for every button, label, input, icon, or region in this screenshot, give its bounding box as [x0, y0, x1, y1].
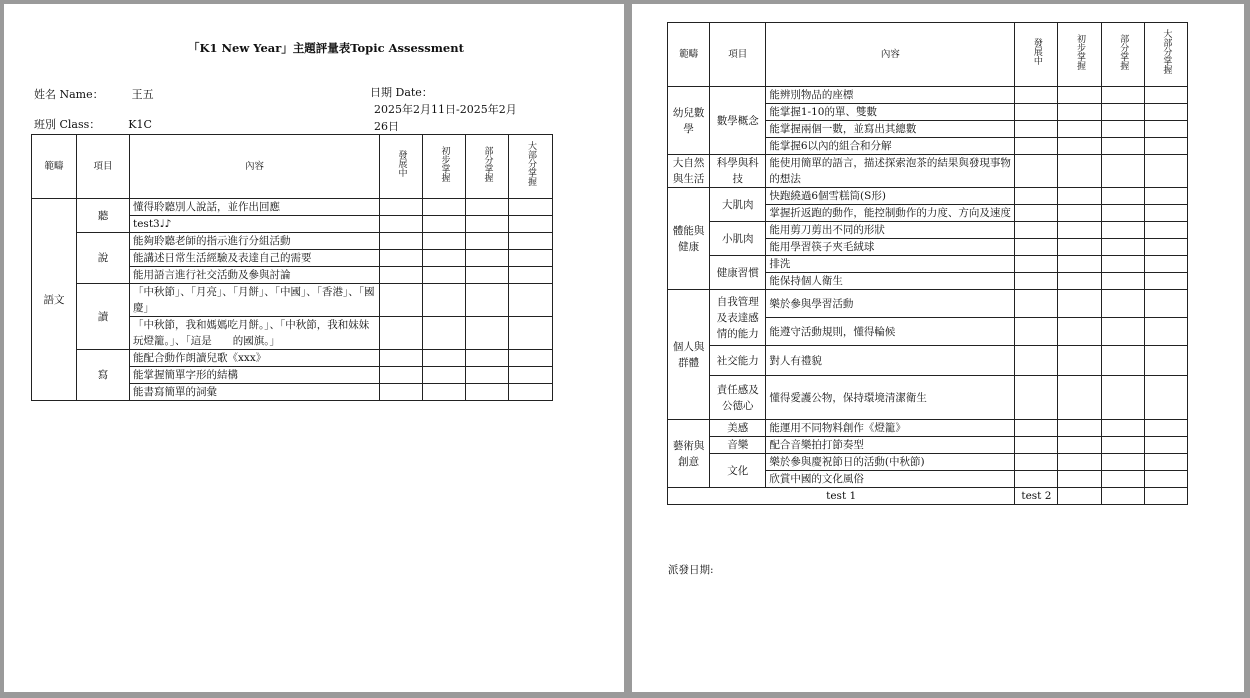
item-self-management: 自我管理及表達感情的能力 — [710, 290, 766, 346]
header-area: 範疇 — [668, 23, 710, 87]
item-music: 音樂 — [710, 437, 766, 454]
rating-cell[interactable] — [509, 267, 553, 284]
rating-cell[interactable] — [1058, 290, 1101, 318]
rating-cell[interactable] — [1101, 239, 1144, 256]
rating-cell[interactable] — [1101, 471, 1144, 488]
rating-cell[interactable] — [1101, 188, 1144, 205]
rating-cell[interactable] — [509, 284, 553, 317]
rating-cell[interactable] — [1144, 346, 1187, 376]
item-social-skill: 社交能力 — [710, 346, 766, 376]
rating-cell[interactable] — [1144, 420, 1187, 437]
table-row — [32, 233, 553, 250]
rating-cell[interactable] — [1101, 155, 1144, 188]
content-cell: 掌握折返跑的動作，能控制動作的力度、方向及速度 — [766, 205, 1015, 222]
rating-cell[interactable] — [423, 233, 466, 250]
rating-cell[interactable] — [1058, 87, 1101, 104]
table-footer-row — [668, 488, 1188, 505]
table-row — [668, 437, 1188, 454]
rating-cell[interactable] — [1144, 488, 1187, 505]
table-row — [668, 420, 1188, 437]
table-row — [668, 290, 1188, 318]
header-area: 範疇 — [32, 135, 77, 199]
rating-cell[interactable] — [1058, 273, 1101, 290]
rating-cell[interactable] — [1101, 138, 1144, 155]
rating-cell[interactable] — [509, 233, 553, 250]
rating-cell[interactable] — [1015, 471, 1058, 488]
rating-cell[interactable] — [423, 216, 466, 233]
table-row — [668, 346, 1188, 376]
rating-cell[interactable] — [1144, 121, 1187, 138]
content-cell: 樂於參與慶祝節日的活動(中秋節) — [766, 454, 1015, 471]
rating-cell[interactable] — [1058, 420, 1101, 437]
rating-cell[interactable] — [1101, 420, 1144, 437]
rating-cell[interactable] — [380, 284, 423, 317]
content-cell: 配合音樂拍打節奏型 — [766, 437, 1015, 454]
rating-cell[interactable] — [1015, 121, 1058, 138]
rating-cell[interactable] — [423, 350, 466, 367]
area-arts: 藝術與創意 — [668, 420, 710, 488]
rating-cell[interactable] — [1144, 290, 1187, 318]
area-math: 幼兒數學 — [668, 87, 710, 155]
content-cell: 能掌握兩個一數，並寫出其總數 — [766, 121, 1015, 138]
item-listen: 聽 — [77, 199, 130, 233]
content-cell: 能辨別物品的座標 — [766, 87, 1015, 104]
student-name — [34, 86, 154, 102]
rating-cell[interactable] — [1144, 239, 1187, 256]
rating-cell[interactable] — [1144, 188, 1187, 205]
table-row — [668, 222, 1188, 239]
rating-cell[interactable] — [1058, 488, 1101, 505]
assessment-date — [370, 84, 580, 135]
item-responsibility: 責任感及公德心 — [710, 376, 766, 420]
rating-cell[interactable] — [1144, 155, 1187, 188]
rating-cell[interactable] — [380, 384, 423, 401]
document-title: 「K1 New Year」主題評量表Topic Assessment — [188, 41, 464, 55]
header-item: 項目 — [710, 23, 766, 87]
rating-cell[interactable] — [1144, 273, 1187, 290]
rating-cell[interactable] — [1058, 437, 1101, 454]
rating-cell[interactable] — [1058, 104, 1101, 121]
rating-cell[interactable] — [1058, 318, 1101, 346]
header-content: 內容 — [130, 135, 380, 199]
content-cell: 快跑繞過6個雪糕筒(S形) — [766, 188, 1015, 205]
rating-cell[interactable] — [1015, 256, 1058, 273]
rating-cell[interactable] — [466, 216, 509, 233]
content-cell: 能夠聆聽老師的指示進行分組活動 — [130, 233, 380, 250]
rating-cell[interactable] — [423, 250, 466, 267]
rating-cell[interactable] — [1101, 290, 1144, 318]
rating-cell[interactable] — [380, 367, 423, 384]
rating-cell[interactable] — [1144, 256, 1187, 273]
rating-cell[interactable] — [1101, 222, 1144, 239]
header-partial: 部分掌握 — [466, 135, 509, 199]
content-cell: 「中秋節，我和媽媽吃月餅。」、「中秋節，我和妹妹玩燈籠。」、「這是 的國旗。」 — [130, 317, 380, 350]
rating-cell[interactable] — [1058, 205, 1101, 222]
rating-cell[interactable] — [1015, 205, 1058, 222]
rating-cell[interactable] — [380, 233, 423, 250]
area-personal-social: 個人與群體 — [668, 290, 710, 420]
content-cell: 能配合動作朗讀兒歌《xxx》 — [130, 350, 380, 367]
rating-cell[interactable] — [423, 317, 466, 350]
rating-cell[interactable] — [466, 367, 509, 384]
rating-cell[interactable] — [1144, 471, 1187, 488]
table-row — [668, 454, 1188, 471]
rating-cell[interactable] — [1101, 104, 1144, 121]
rating-cell[interactable] — [1058, 376, 1101, 420]
header-partial: 部分掌握 — [1101, 23, 1144, 87]
rating-cell[interactable] — [466, 199, 509, 216]
rating-cell[interactable] — [466, 267, 509, 284]
table-row — [668, 87, 1188, 104]
assessment-table-left — [31, 134, 553, 401]
header-item: 項目 — [77, 135, 130, 199]
rating-cell[interactable] — [1101, 488, 1144, 505]
name-value: 王五 — [131, 88, 154, 101]
rating-cell[interactable] — [1144, 454, 1187, 471]
rating-cell[interactable] — [1144, 376, 1187, 420]
page-left — [4, 4, 624, 692]
area-language: 語文 — [32, 199, 77, 401]
table-row — [668, 155, 1188, 188]
content-cell: 樂於參與學習活動 — [766, 290, 1015, 318]
rating-cell[interactable] — [509, 199, 553, 216]
item-gross-motor: 大肌肉 — [710, 188, 766, 222]
header-content: 內容 — [766, 23, 1015, 87]
item-fine-motor: 小肌肉 — [710, 222, 766, 256]
class-label: 班別 Class： — [34, 118, 101, 131]
date-label: 日期 Date： — [370, 86, 433, 99]
rating-cell[interactable] — [466, 233, 509, 250]
table-row — [668, 376, 1188, 420]
rating-cell[interactable] — [1058, 188, 1101, 205]
area-health: 體能與健康 — [668, 188, 710, 290]
content-cell: 能掌握6以內的組合和分解 — [766, 138, 1015, 155]
rating-cell[interactable] — [1015, 104, 1058, 121]
rating-cell[interactable] — [1015, 290, 1058, 318]
rating-cell[interactable] — [1058, 121, 1101, 138]
item-culture: 文化 — [710, 454, 766, 488]
rating-cell[interactable] — [1101, 346, 1144, 376]
rating-cell[interactable] — [380, 216, 423, 233]
table-row — [32, 284, 553, 317]
rating-cell[interactable] — [466, 317, 509, 350]
rating-cell[interactable] — [1058, 346, 1101, 376]
table-row — [668, 256, 1188, 273]
rating-cell[interactable] — [1015, 376, 1058, 420]
rating-cell[interactable] — [1058, 256, 1101, 273]
rating-cell[interactable] — [1144, 205, 1187, 222]
rating-cell[interactable] — [1015, 155, 1058, 188]
footer-cell-1: test 1 — [668, 488, 1015, 505]
rating-cell[interactable] — [1058, 471, 1101, 488]
item-read: 讀 — [77, 284, 130, 350]
rating-cell[interactable] — [466, 350, 509, 367]
rating-cell[interactable] — [423, 384, 466, 401]
rating-cell[interactable] — [380, 250, 423, 267]
item-aesthetic: 美感 — [710, 420, 766, 437]
header-row — [668, 23, 1188, 87]
name-label: 姓名 Name： — [34, 88, 104, 101]
rating-cell[interactable] — [423, 367, 466, 384]
rating-cell[interactable] — [1101, 318, 1144, 346]
rating-cell[interactable] — [380, 199, 423, 216]
content-cell: 能保持個人衛生 — [766, 273, 1015, 290]
rating-cell[interactable] — [1101, 454, 1144, 471]
rating-cell[interactable] — [1058, 138, 1101, 155]
rating-cell[interactable] — [1101, 256, 1144, 273]
item-science: 科學與科技 — [710, 155, 766, 188]
rating-cell[interactable] — [1144, 222, 1187, 239]
footer-cell-2: test 2 — [1015, 488, 1058, 505]
rating-cell[interactable] — [1015, 454, 1058, 471]
rating-cell[interactable] — [1015, 222, 1058, 239]
rating-cell[interactable] — [1101, 437, 1144, 454]
rating-cell[interactable] — [466, 384, 509, 401]
rating-cell[interactable] — [1058, 239, 1101, 256]
rating-cell[interactable] — [1144, 138, 1187, 155]
content-cell: 「中秋節」、「月亮」、「月餅」、「中國」、「香港」、「國慶」 — [130, 284, 380, 317]
rating-cell[interactable] — [1015, 318, 1058, 346]
item-speak: 說 — [77, 233, 130, 284]
content-cell: 對人有禮貌 — [766, 346, 1015, 376]
rating-cell[interactable] — [466, 284, 509, 317]
item-write: 寫 — [77, 350, 130, 401]
rating-cell[interactable] — [1015, 420, 1058, 437]
content-cell: 能用語言進行社交活動及參與討論 — [130, 267, 380, 284]
rating-cell[interactable] — [1101, 205, 1144, 222]
rating-cell[interactable] — [509, 367, 553, 384]
content-cell: 能遵守活動規則，懂得輪候 — [766, 318, 1015, 346]
rating-cell[interactable] — [1058, 155, 1101, 188]
header-most: 大部分掌握 — [1144, 23, 1187, 87]
table-row — [668, 188, 1188, 205]
rating-cell[interactable] — [1015, 239, 1058, 256]
student-class — [34, 116, 152, 132]
rating-cell[interactable] — [1058, 222, 1101, 239]
content-cell: 能用剪刀剪出不同的形狀 — [766, 222, 1015, 239]
item-math-concept: 數學概念 — [710, 87, 766, 155]
rating-cell[interactable] — [1015, 437, 1058, 454]
rating-cell[interactable] — [466, 250, 509, 267]
header-developing: 發展中 — [1015, 23, 1058, 87]
rating-cell[interactable] — [1015, 138, 1058, 155]
rating-cell[interactable] — [380, 267, 423, 284]
rating-cell[interactable] — [509, 350, 553, 367]
rating-cell[interactable] — [509, 250, 553, 267]
header-most: 大部分掌握 — [509, 135, 553, 199]
rating-cell[interactable] — [1144, 437, 1187, 454]
class-value: K1C — [128, 118, 152, 131]
content-cell: 懂得聆聽別人說話，並作出回應 — [130, 199, 380, 216]
content-cell: 能講述日常生活經驗及表達自己的需要 — [130, 250, 380, 267]
content-cell: 排洗 — [766, 256, 1015, 273]
table-row — [32, 350, 553, 367]
rating-cell[interactable] — [423, 284, 466, 317]
page-right — [632, 4, 1244, 692]
header-beginning: 初步掌握 — [423, 135, 466, 199]
rating-cell[interactable] — [1015, 273, 1058, 290]
rating-cell[interactable] — [1015, 188, 1058, 205]
date-value: 2025年2月11日-2025年2月26日 — [374, 103, 517, 133]
rating-cell[interactable] — [509, 216, 553, 233]
header-developing: 發展中 — [380, 135, 423, 199]
rating-cell[interactable] — [1101, 87, 1144, 104]
header-beginning: 初步掌握 — [1058, 23, 1101, 87]
rating-cell[interactable] — [1015, 346, 1058, 376]
content-cell: 欣賞中國的文化風俗 — [766, 471, 1015, 488]
issue-date-label: 派發日期: — [668, 564, 714, 576]
rating-cell[interactable] — [1144, 104, 1187, 121]
content-cell: 能用學習筷子夾毛絨球 — [766, 239, 1015, 256]
rating-cell[interactable] — [1101, 376, 1144, 420]
rating-cell[interactable] — [380, 350, 423, 367]
rating-cell[interactable] — [509, 384, 553, 401]
content-cell: 能運用不同物料創作《燈籠》 — [766, 420, 1015, 437]
rating-cell[interactable] — [509, 317, 553, 350]
rating-cell[interactable] — [1015, 87, 1058, 104]
header-row — [32, 135, 553, 199]
rating-cell[interactable] — [380, 317, 423, 350]
content-cell: 能掌握1-10的單、雙數 — [766, 104, 1015, 121]
rating-cell[interactable] — [1058, 454, 1101, 471]
assessment-table-right — [667, 22, 1188, 505]
rating-cell[interactable] — [423, 267, 466, 284]
content-cell: 能書寫簡單的詞彙 — [130, 384, 380, 401]
content-cell: 能掌握簡單字形的結構 — [130, 367, 380, 384]
rating-cell[interactable] — [1101, 273, 1144, 290]
content-cell: test3♩♪ — [130, 216, 380, 233]
rating-cell[interactable] — [1101, 121, 1144, 138]
area-nature: 大自然與生活 — [668, 155, 710, 188]
rating-cell[interactable] — [1144, 87, 1187, 104]
content-cell: 懂得愛護公物，保持環境清潔衛生 — [766, 376, 1015, 420]
table-row — [32, 199, 553, 216]
item-health-habit: 健康習慣 — [710, 256, 766, 290]
rating-cell[interactable] — [423, 199, 466, 216]
content-cell: 能使用簡單的語言，描述探索泡茶的結果與發現事物的想法 — [766, 155, 1015, 188]
rating-cell[interactable] — [1144, 318, 1187, 346]
